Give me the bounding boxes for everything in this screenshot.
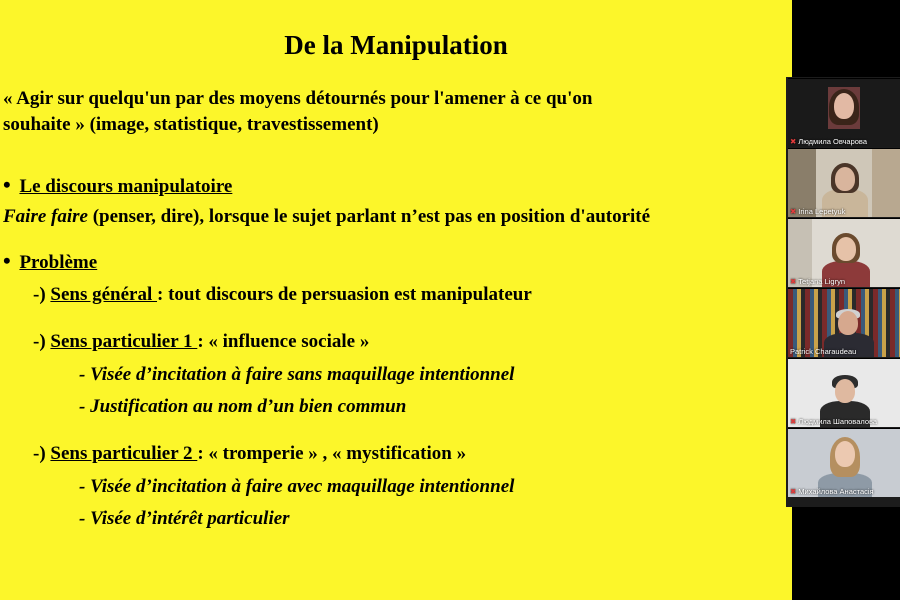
section-heading: Problème	[19, 252, 98, 273]
section-heading: Le discours manipulatoire	[19, 176, 233, 197]
section-probleme	[3, 248, 97, 274]
muted-mic-icon: ✖	[790, 487, 797, 496]
participant-video-tile[interactable]	[788, 288, 900, 357]
bullet-icon: •	[3, 248, 11, 273]
section-discours	[3, 172, 232, 198]
sense-prefix: -)	[33, 443, 51, 464]
participant-name: ✖ Людмила Шаповалова	[790, 417, 878, 426]
sense-particular-2	[33, 443, 466, 465]
sense1-item: - Visée d’incitation à faire sans maquillage intentionnel	[79, 364, 515, 385]
sense-prefix: -)	[33, 284, 51, 305]
participant-video-tile[interactable]	[788, 218, 900, 287]
emphasis-text: Faire faire	[3, 206, 88, 227]
participant-name: ✖ Tetjana Ligryn	[790, 277, 845, 286]
muted-mic-icon: ✖	[790, 277, 797, 286]
participant-video-tile[interactable]	[788, 148, 900, 217]
participant-name: Patrick Charaudeau	[790, 347, 857, 356]
participant-video-tile[interactable]	[788, 358, 900, 427]
sense-general	[33, 284, 532, 306]
sense2-item: - Visée d’intérêt particulier	[79, 508, 290, 529]
sense-text: : tout discours de persuasion est manipulateur	[157, 284, 532, 305]
sense-label: Sens général	[50, 284, 158, 305]
definition-line-1: « Agir sur quelqu'un par des moyens détournés pour l'amener à ce qu'on	[3, 88, 593, 109]
sense-text: : « influence sociale »	[197, 331, 370, 352]
participant-name: ✖ Irina Lepetyuk	[790, 207, 846, 216]
sense-text: : « tromperie » , « mystification »	[197, 443, 467, 464]
sense-label: Sens particulier 2	[50, 443, 198, 464]
definition-line-2: souhaite » (image, statistique, travestissement)	[3, 114, 379, 135]
muted-mic-icon: ✖	[790, 137, 797, 146]
slide-title: De la Manipulation	[284, 30, 508, 60]
participant-name: ✖ Людмила Овчарова	[790, 137, 868, 146]
sense2-item: - Visée d’incitation à faire avec maquillage intentionnel	[79, 476, 515, 497]
participant-video-tile[interactable]	[788, 428, 900, 497]
bullet-icon: •	[3, 172, 11, 197]
sense-label: Sens particulier 1	[50, 331, 198, 352]
sense-particular-1	[33, 331, 369, 353]
participant-video-tile[interactable]	[788, 78, 900, 147]
section-discours-text	[3, 206, 650, 228]
sense-prefix: -)	[33, 331, 51, 352]
muted-mic-icon: ✖	[790, 417, 797, 426]
participant-name: ✖ Михайлова Анастасія	[790, 487, 874, 496]
sense1-item: - Justification au nom d’un bien commun	[79, 396, 407, 417]
body-text: (penser, dire), lorsque le sujet parlant n’est pas en position d'autorité	[87, 206, 651, 227]
muted-mic-icon: ✖	[790, 207, 797, 216]
